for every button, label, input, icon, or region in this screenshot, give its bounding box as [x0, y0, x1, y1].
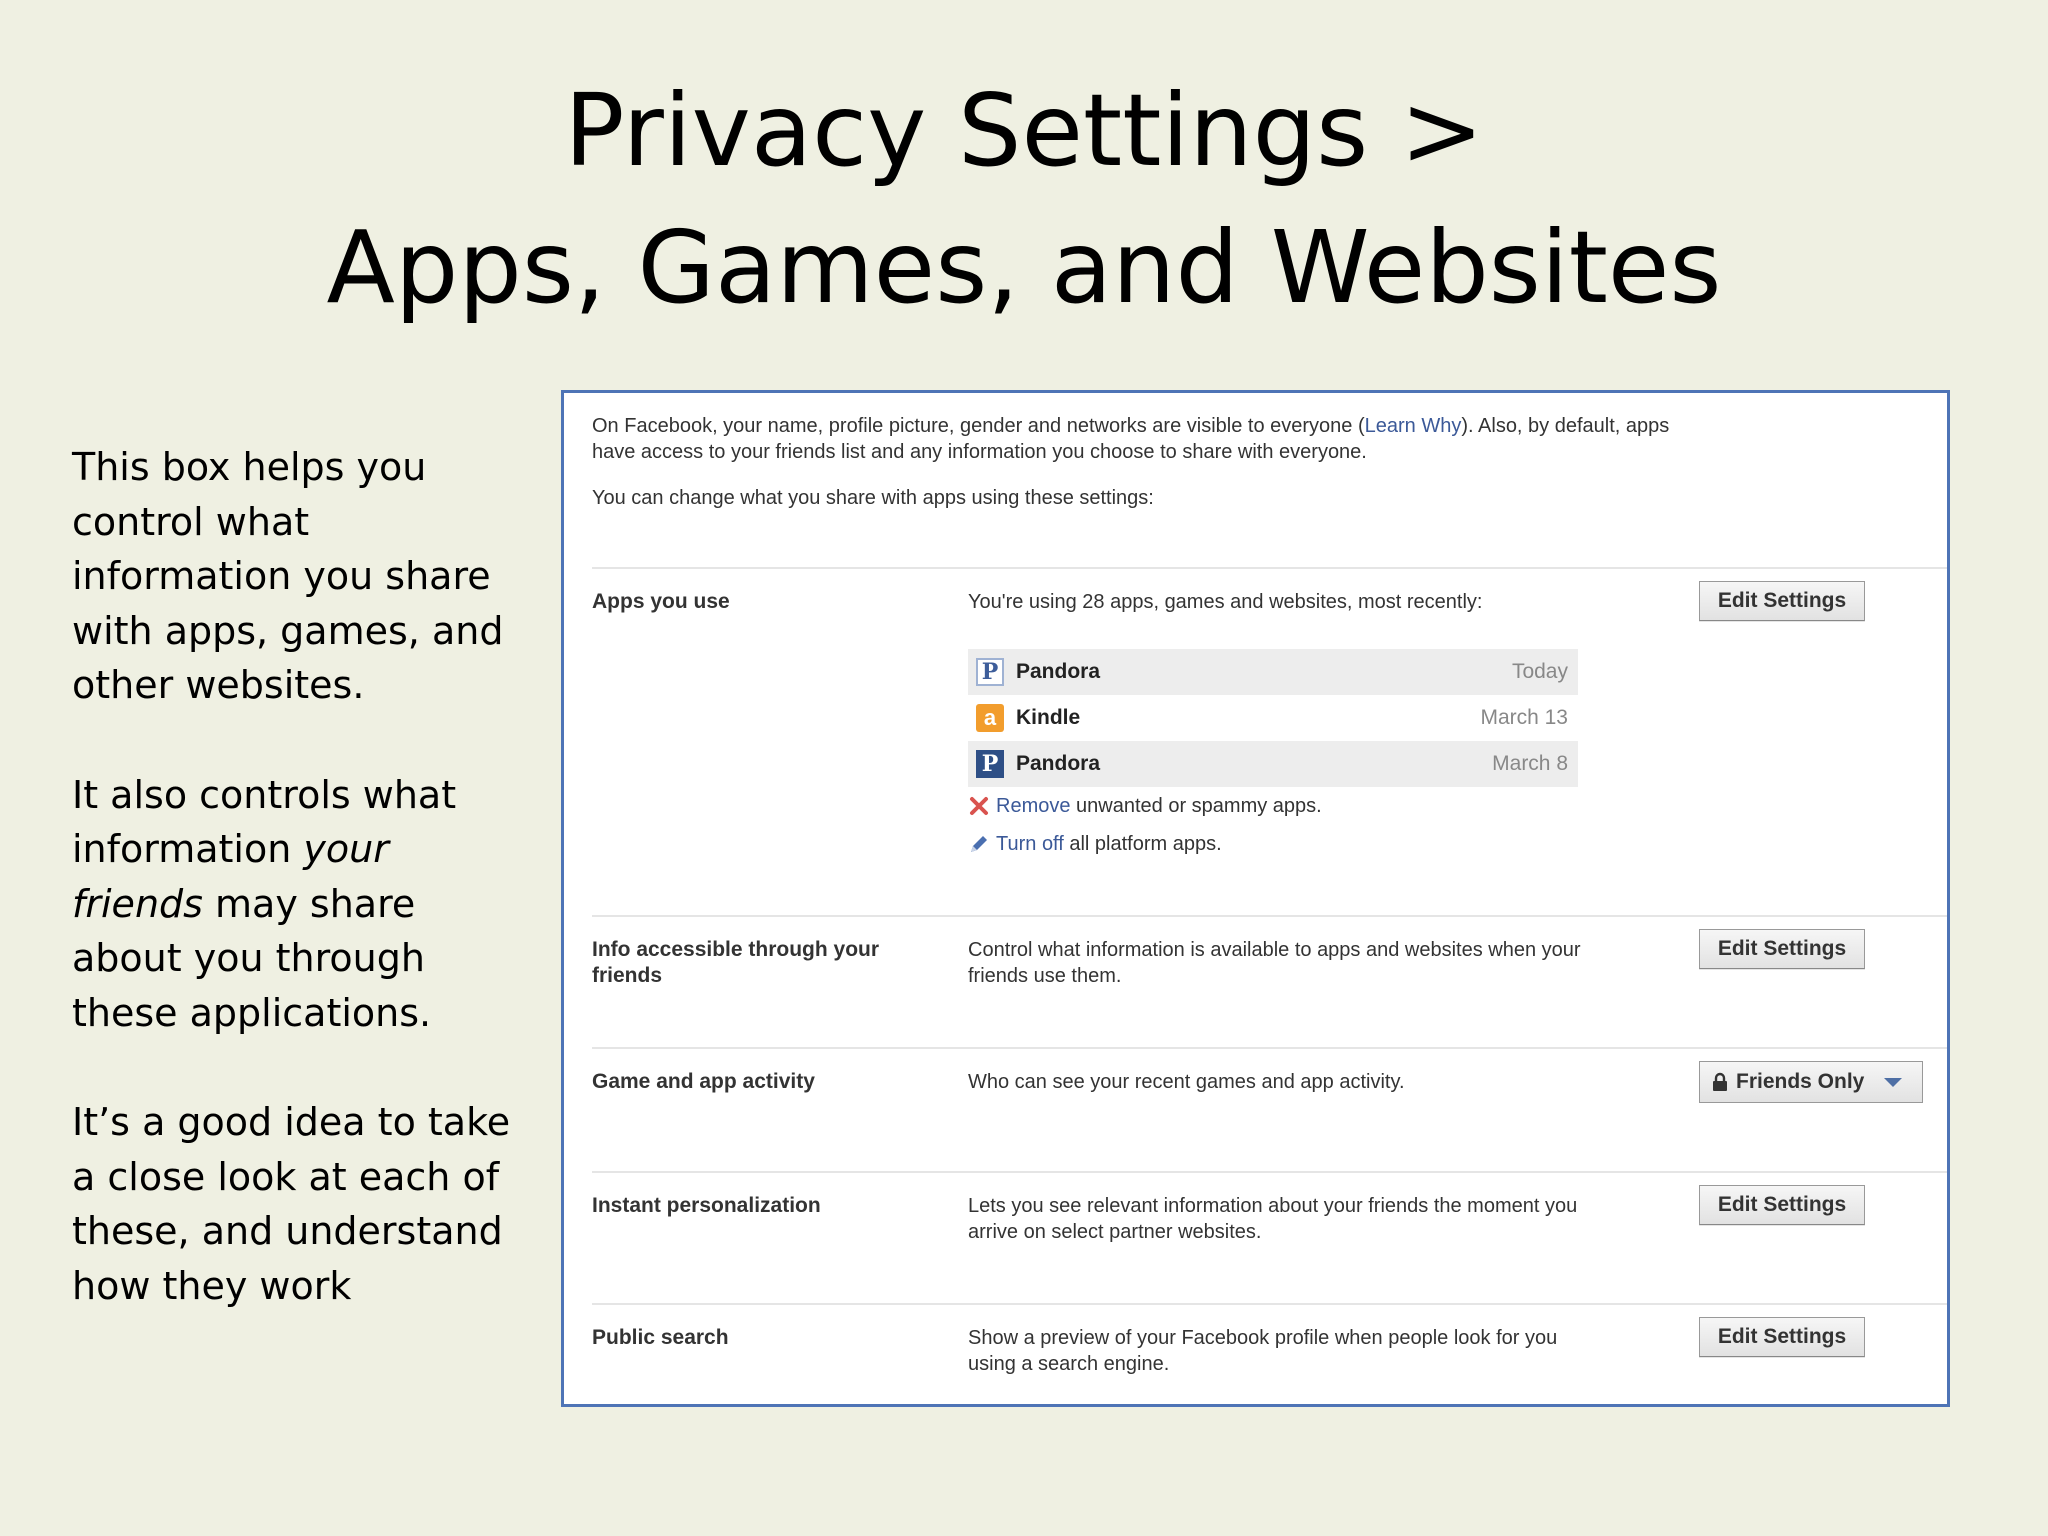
- audience-label: Friends Only: [1736, 1070, 1865, 1093]
- lock-icon: [1712, 1072, 1728, 1092]
- apps-edit-settings-button[interactable]: Edit Settings: [1699, 581, 1865, 621]
- pandora-icon: P: [976, 658, 1004, 686]
- row-label: Game and app activity: [592, 1070, 815, 1093]
- app-name: Pandora: [1016, 660, 1101, 683]
- app-date: Today: [1511, 660, 1568, 683]
- side-paragraph-2: [72, 768, 512, 1041]
- app-actions: [968, 787, 1322, 863]
- facebook-privacy-box: [561, 390, 1950, 1407]
- row-description: Lets you see relevant information about your friends the moment you arrive on select partner websites.: [968, 1195, 1578, 1243]
- divider: [592, 1303, 1947, 1305]
- turn-off-text: all platform apps.: [1063, 833, 1222, 855]
- kindle-icon: a: [976, 704, 1004, 732]
- row-description: You're using 28 apps, games and websites, most recently:: [968, 591, 1483, 613]
- intro-text: [592, 413, 1692, 531]
- intro-paragraph-2: You can change what you share with apps using these settings:: [592, 487, 1154, 509]
- side-notes: [72, 440, 512, 1368]
- title-line-1: Privacy Settings >: [564, 72, 1484, 189]
- row-description: Who can see your recent games and app activity.: [968, 1071, 1405, 1093]
- side-paragraph-3: It’s a good idea to take a close look at each of these, and understand how they work: [72, 1100, 511, 1308]
- row-label: Instant personalization: [592, 1194, 821, 1217]
- row-description: Control what information is available to apps and websites when your friends use them.: [968, 939, 1581, 987]
- divider: [592, 1047, 1947, 1049]
- title-line-2: Apps, Games, and Websites: [326, 209, 1722, 326]
- intro-text-a: On Facebook, your name, profile picture, gender and networks are visible to everyone (: [592, 415, 1365, 437]
- side-p2-text-b: may share about you through these applications.: [72, 881, 432, 1035]
- recent-apps-list: [968, 649, 1578, 787]
- remove-apps-action: [968, 787, 1322, 825]
- audience-selector-button[interactable]: [1699, 1061, 1923, 1103]
- pencil-icon: [968, 833, 990, 855]
- slide-title: [0, 62, 2048, 336]
- app-list-item[interactable]: [968, 649, 1578, 695]
- side-p2-emphasis: your friends: [72, 827, 389, 926]
- info-friends-edit-settings-button[interactable]: Edit Settings: [1699, 929, 1865, 969]
- app-list-item[interactable]: [968, 741, 1578, 787]
- row-description: Show a preview of your Facebook profile when people look for you using a search engine.: [968, 1327, 1558, 1375]
- learn-why-link[interactable]: Learn Why: [1364, 415, 1462, 437]
- public-search-edit-settings-button[interactable]: Edit Settings: [1699, 1317, 1865, 1357]
- chevron-down-icon: [1884, 1078, 1902, 1087]
- app-date: March 8: [1492, 752, 1568, 775]
- turn-off-apps-action: [968, 825, 1322, 863]
- row-label: Apps you use: [592, 590, 730, 613]
- row-label: Info accessible through your friends: [592, 938, 880, 987]
- remove-x-icon: [968, 795, 990, 817]
- app-name: Pandora: [1016, 752, 1101, 775]
- row-label: Public search: [592, 1326, 729, 1349]
- side-p2-text-a: It also controls what information: [72, 772, 457, 871]
- remove-text: unwanted or spammy apps.: [1070, 795, 1322, 817]
- divider: [592, 1171, 1947, 1173]
- turn-off-link[interactable]: Turn off: [996, 833, 1064, 855]
- pandora-icon: P: [976, 750, 1004, 778]
- intro-paragraph-1: [592, 413, 1692, 465]
- instant-edit-settings-button[interactable]: Edit Settings: [1699, 1185, 1865, 1225]
- divider: [592, 567, 1947, 569]
- app-list-item[interactable]: [968, 695, 1578, 741]
- app-date: March 13: [1480, 706, 1568, 729]
- divider: [592, 915, 1947, 917]
- remove-link[interactable]: Remove: [996, 795, 1071, 817]
- side-paragraph-1: This box helps you control what information you share with apps, games, and other websites.: [72, 445, 504, 707]
- intro-text-b: ). Also, by default, apps have access to your friends list and any information you choose to share with everyone.: [592, 415, 1670, 463]
- app-name: Kindle: [1016, 706, 1081, 729]
